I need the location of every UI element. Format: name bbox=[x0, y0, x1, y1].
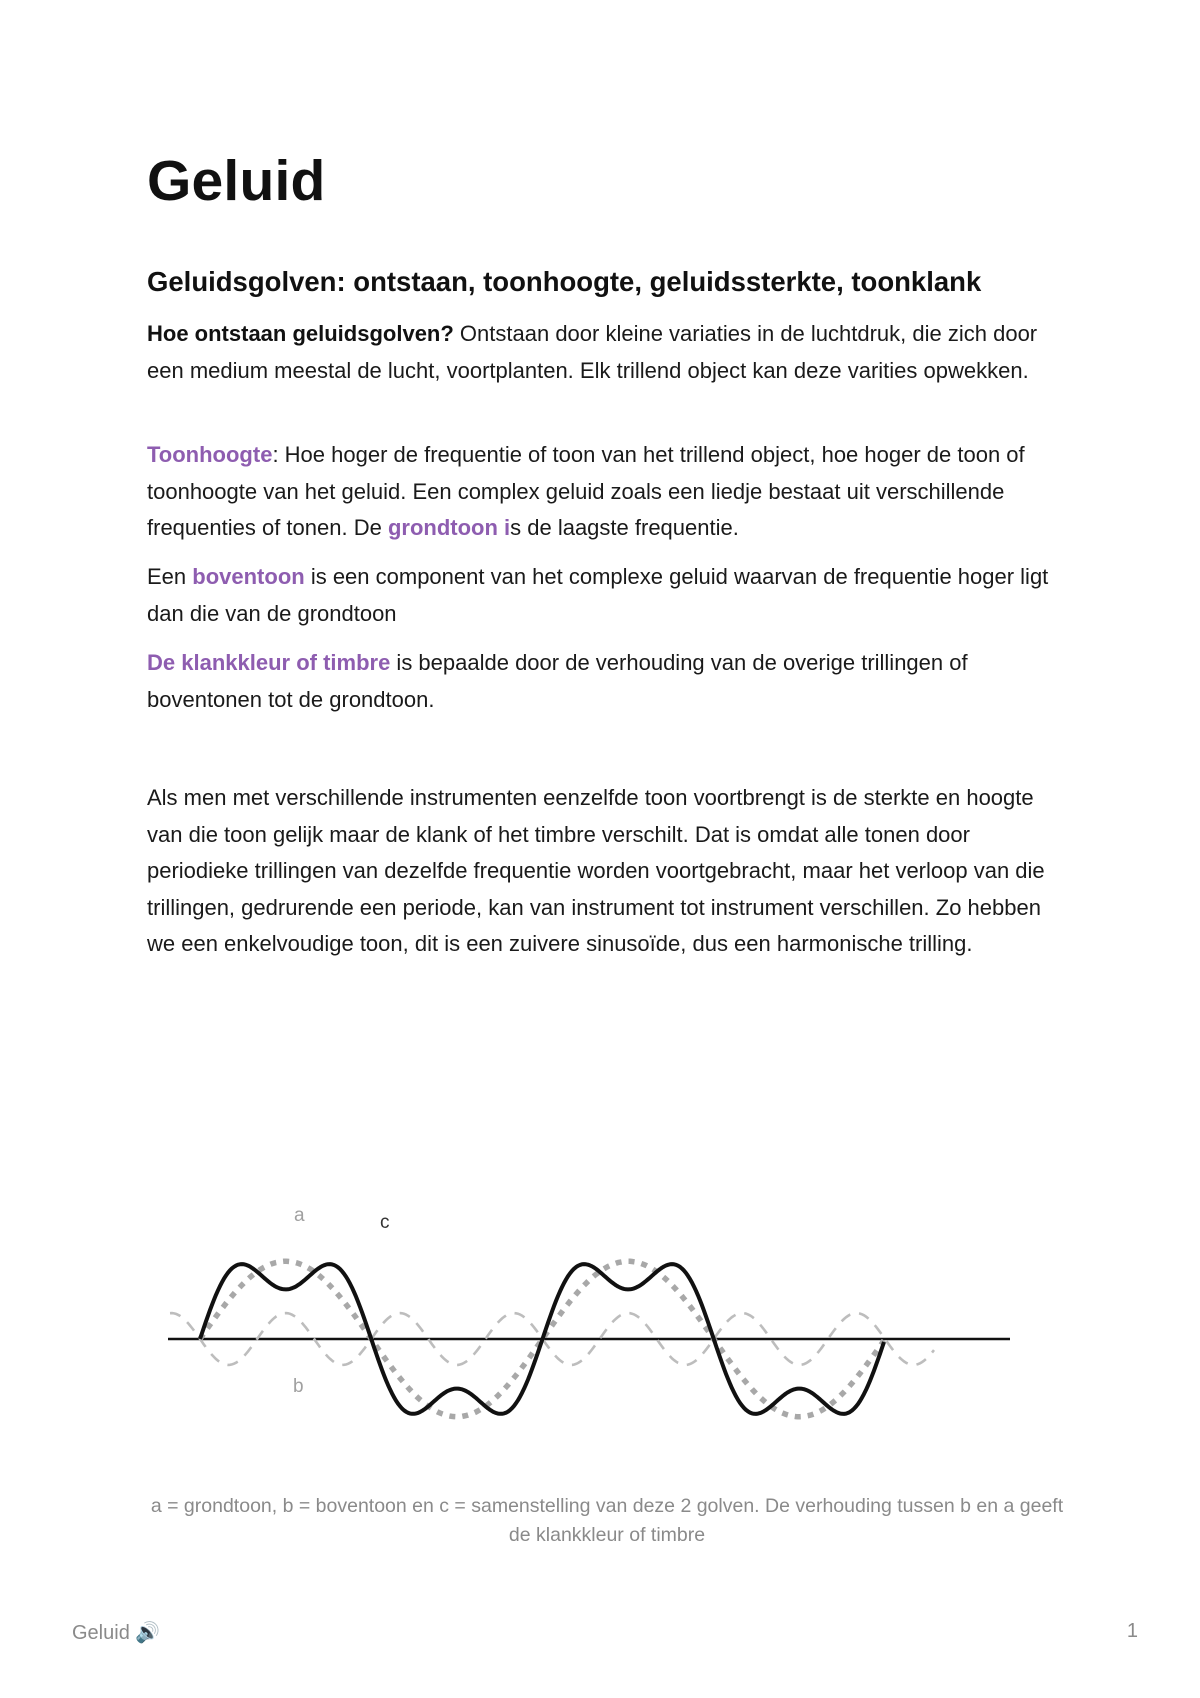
term-toonhoogte: Toonhoogte bbox=[147, 442, 273, 467]
paragraph-text: is een component van het complexe geluid waarvan de frequentie hoger ligt dan die van de grondtoon bbox=[147, 564, 1049, 626]
label-b: b bbox=[293, 1376, 304, 1397]
page-number: 1 bbox=[1126, 1620, 1138, 1642]
paragraph-lead-bold: Hoe ontstaan geluidsgolven? bbox=[147, 321, 454, 346]
term-boventoon: boventoon bbox=[192, 564, 305, 589]
paragraph-timbre: Als men met verschillende instrumenten eenzelfde toon voortbrengt is de sterkte en hoogte van die toon gelijk maar de klank of het timbre verschilt. Dat is omdat alle tonen door periodieke trillingen van dezelfde frequentie worden voortgebracht, maar het verloop van die trillingen, gedrurende een periode, kan van instrument tot instrument verschillen. Zo hebben we een enkelvoudige toon, dit is een zuivere sinusoïde, dus een harmonische trilling. bbox=[147, 785, 1045, 956]
page-title: Geluid bbox=[147, 149, 326, 213]
term-grondtoon: grondtoon i bbox=[387, 515, 511, 540]
paragraph-text: Ontstaan door kleine variaties in de luchtdruk, die zich door een medium meestal de lucht, voortplanten. Elk trillend object kan deze varities opwekken. bbox=[147, 321, 1038, 383]
label-a: a bbox=[294, 1205, 305, 1226]
figure-caption: a = grondtoon, b = boventoon en c = samenstelling van deze 2 golven. De verhouding tussen b en a geeft de klankkleur of timbre bbox=[150, 1495, 1064, 1546]
paragraph-ontstaan bbox=[147, 316, 1067, 389]
footer-title: Geluid 🔊 bbox=[72, 1622, 161, 1644]
paragraph-boventoon bbox=[147, 559, 1067, 632]
paragraph-text: s de laagste frequentie. bbox=[510, 515, 739, 540]
paragraph-toonhoogte bbox=[147, 437, 1067, 547]
paragraph-klankkleur bbox=[147, 645, 1067, 718]
paragraph-text: : Hoe hoger de frequentie of toon van het trillend object, hoe hoger de toon of toonhoogte van het geluid. Een complex geluid zoals een liedje bestaat uit verschillende frequenties of tonen. De bbox=[147, 442, 1025, 540]
section-heading: Geluidsgolven: ontstaan, toonhoogte, geluidssterkte, toonklank bbox=[147, 266, 982, 297]
paragraph-text: Een bbox=[147, 564, 193, 589]
paragraph-text: is bepaalde door de verhouding van de overige trillingen of boventonen tot de grondtoon. bbox=[147, 650, 968, 712]
term-klankkleur: De klankkleur of timbre bbox=[147, 650, 391, 675]
label-c: c bbox=[380, 1212, 390, 1233]
waveform-figure bbox=[160, 1195, 1020, 1485]
